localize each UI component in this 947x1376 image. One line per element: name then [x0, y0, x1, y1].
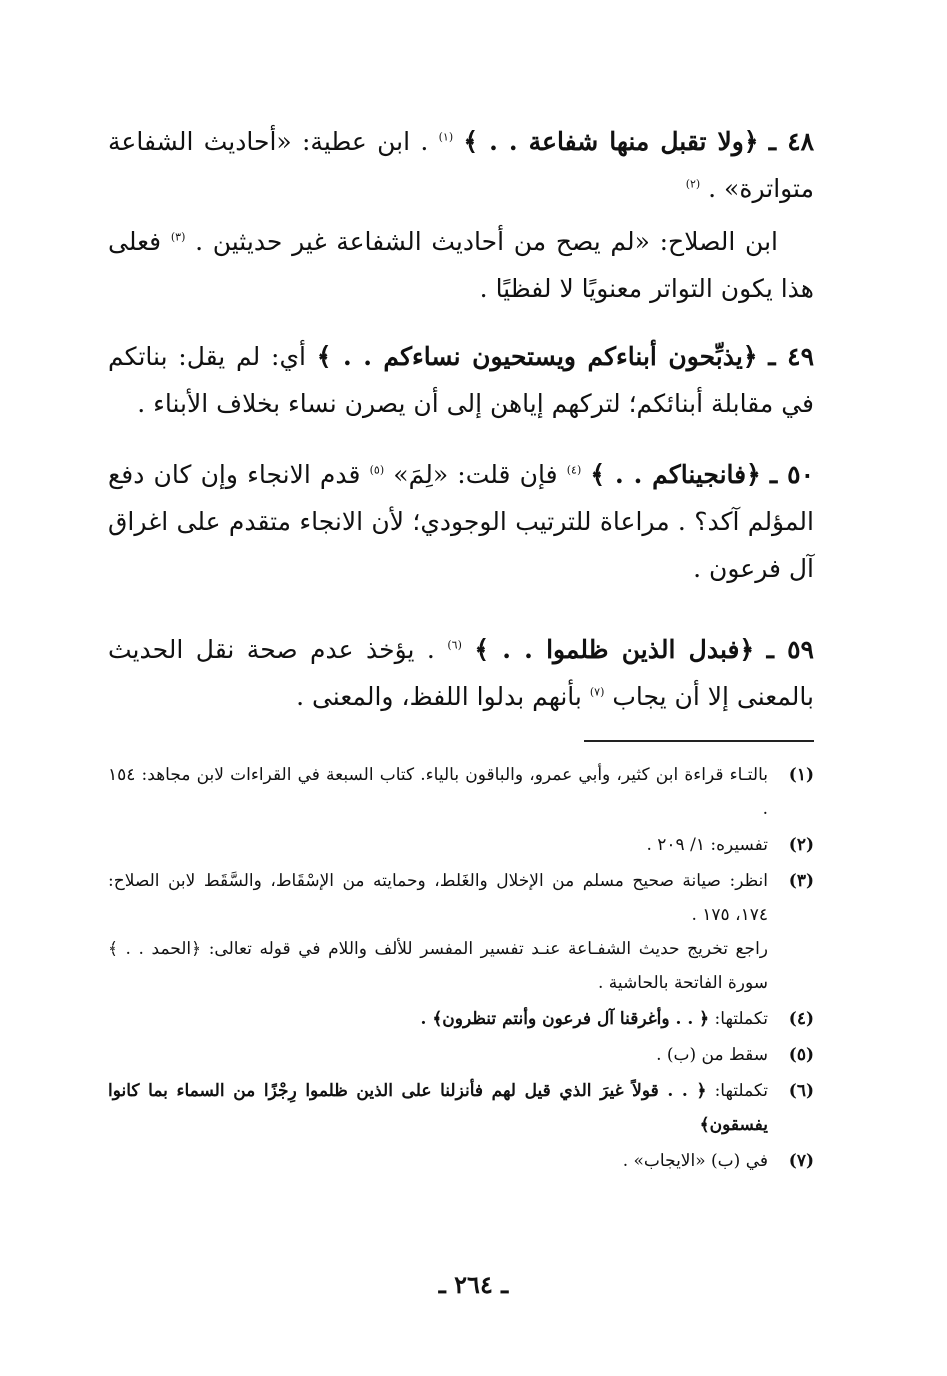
- footnote-number: (٤): [788, 1009, 814, 1029]
- footnote-ref[interactable]: (٤): [566, 463, 582, 477]
- footnote-ref[interactable]: (٧): [589, 685, 605, 699]
- footnote-number: (٧): [788, 1151, 814, 1171]
- entry-text: فإن قلت: «لِمَ»: [393, 460, 558, 489]
- quran-verse: ﴿فبدل الذين ظلموا . . ﴾: [474, 635, 755, 664]
- footnote-number: (٦): [788, 1081, 814, 1101]
- footnote-4: [108, 1002, 814, 1036]
- footnote-6: [108, 1074, 814, 1142]
- footnote-text: ﴿ . . قولاً غيرَ الذي قيل لهم فأنزلنا على الذين ظلموا رِجْزًا من السماء بما كانوا يفسقون﴾: [108, 1081, 768, 1135]
- entry-48: [108, 118, 814, 212]
- footnote-ref[interactable]: (٣): [170, 230, 186, 244]
- entry-48-continuation: [108, 218, 814, 312]
- footnote-text: تفسيره: ١/ ٢٠٩ .: [646, 835, 768, 855]
- footnote-3: [108, 864, 814, 1000]
- entry-number: ٤٨ ـ: [768, 127, 815, 156]
- entry-49: [108, 333, 814, 427]
- entry-text: فعلى هذا يكون التواتر معنويًا لا لفظيًا .: [108, 227, 814, 303]
- footnote-label: تكملتها:: [714, 1009, 768, 1029]
- footnote-separator: [584, 740, 814, 742]
- quran-verse: ﴿يذبِّحون أبناءكم ويستحيون نساءكم . . ﴾: [316, 342, 758, 371]
- footnote-ref[interactable]: (٢): [685, 177, 701, 191]
- entry-number: ٥٩ ـ: [766, 635, 814, 664]
- footnote-text: ﴿ . . وأغرقنا آل فرعون وأنتم تنظرون﴾ .: [420, 1009, 710, 1029]
- page-number: ـ ٢٦٤ ـ: [438, 1270, 509, 1299]
- entry-text: أي: لم يقل: بناتكم في مقابلة أبنائكم؛ لتركهم إياهن إلى أن يصرن نساء بخلاف الأبناء .: [108, 342, 814, 418]
- footnote-number: (٣): [788, 871, 814, 891]
- footnote-1: [108, 758, 814, 826]
- footnote-ref[interactable]: (١): [438, 130, 454, 144]
- footnote-text: انظر: صيانة صحيح مسلم من الإخلال والغَلط، وحمايته من الإسْقَاط، والسَّقَط لابن الصلاح: ١٧٤، ١٧٥ .: [108, 871, 768, 925]
- entry-50: [108, 451, 814, 592]
- footnote-text: في (ب) «الايجاب» .: [622, 1151, 768, 1171]
- footnote-ref[interactable]: (٦): [447, 638, 462, 652]
- footnote-number: (٥): [788, 1045, 814, 1065]
- entry-number: ٥٠ ـ: [769, 460, 814, 489]
- footnotes: [108, 758, 814, 1180]
- footnote-text: راجع تخريج حديث الشفـاعة عنـد تفسير المفسر للألف واللام في قوله تعالى: ﴿الحمد . . ﴾ سورة الفاتحة بالحاشية .: [108, 939, 768, 993]
- quran-verse: ﴿ولا تقبل منها شفاعة . . ﴾: [463, 127, 759, 156]
- entry-number: ٤٩ ـ: [768, 342, 814, 371]
- entry-text: . ابن عطية: «أحاديث الشفاعة متواترة» .: [108, 127, 814, 203]
- footnote-label: تكملتها:: [714, 1081, 769, 1101]
- footnote-2: [108, 828, 814, 862]
- footnote-ref[interactable]: (٥): [369, 463, 385, 477]
- footnote-number: (٢): [788, 835, 814, 855]
- entry-text: ابن الصلاح: «لم يصح من أحاديث الشفاعة غير حديثين .: [195, 227, 778, 256]
- footnote-text: بالتـاء قراءة ابن كثير، وأبي عمرو، والباقون بالياء. كتاب السبعة في القراءات لابن مجاهد: ١٥٤ .: [108, 765, 768, 819]
- quran-verse: ﴿فانجيناكم . . ﴾: [590, 460, 761, 489]
- entry-text: بأنهم بدلوا اللفظ، والمعنى .: [296, 682, 582, 711]
- footnote-5: [108, 1038, 814, 1072]
- footnote-7: [108, 1144, 814, 1178]
- entry-text: قدم الانجاء وإن كان دفع المؤلم آكد؟ . مراعاة للترتيب الوجودي؛ لأن الانجاء متقدم على اغراق آل فرعون .: [108, 460, 814, 583]
- footnote-text: سقط من (ب) .: [656, 1045, 768, 1065]
- entry-text: . يؤخذ عدم صحة نقل الحديث بالمعنى إلا أن يجاب: [108, 635, 814, 711]
- entry-59: [108, 626, 814, 720]
- footnote-number: (١): [788, 765, 814, 785]
